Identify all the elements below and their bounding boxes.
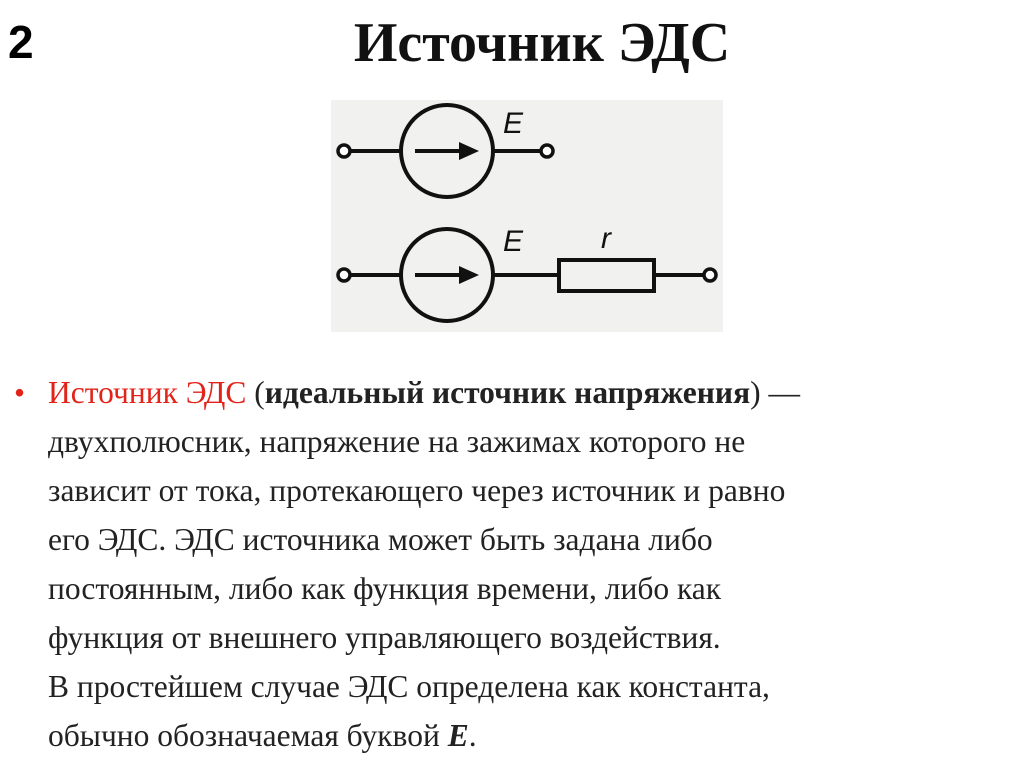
open-paren: ( xyxy=(246,375,265,410)
text-line-5: постоянным, либо как функция времени, либо как xyxy=(48,571,722,606)
bullet-content xyxy=(48,368,1002,760)
circuit-diagram-svg xyxy=(331,100,723,332)
arrow-head-top xyxy=(459,142,479,160)
line8-suffix: . xyxy=(468,718,477,753)
terminal-left-top xyxy=(338,145,350,157)
emf-symbol: E xyxy=(447,718,469,753)
terminal-left-bottom xyxy=(338,269,350,281)
terminal-right-bottom xyxy=(704,269,716,281)
terminal-right-top xyxy=(541,145,553,157)
text-line-1 xyxy=(48,368,1002,417)
bullet-marker: • xyxy=(14,375,26,410)
resistor xyxy=(559,260,654,291)
text-line-7: В простейшем случае ЭДС определена как константа, xyxy=(48,669,770,704)
term-highlight: Источник ЭДС xyxy=(48,375,247,410)
close-paren-dash: ) — xyxy=(750,375,800,410)
text-line-3: зависит от тока, протекающего через источник и равно xyxy=(48,473,786,508)
emf-label-bottom: E xyxy=(503,225,524,258)
definition-bold: идеальный источник напряжения xyxy=(264,375,751,410)
arrow-head-bottom xyxy=(459,266,479,284)
real-emf-source xyxy=(338,222,716,321)
bullet-item xyxy=(12,368,1002,760)
ideal-emf-source xyxy=(338,105,553,197)
slide-title: Источник ЭДС xyxy=(353,12,731,74)
text-line-4: его ЭДС. ЭДС источника может быть задана либо xyxy=(48,522,713,557)
text-line-2: двухполюсник, напряжение на зажимах которого не xyxy=(48,424,746,459)
slide-number: 2 xyxy=(8,16,34,68)
text-line-8 xyxy=(48,711,1002,760)
line8-prefix: обычно обозначаемая буквой xyxy=(48,718,448,753)
resistor-label: r xyxy=(601,222,611,255)
circuit-diagram xyxy=(331,100,723,332)
text-line-6: функция от внешнего управляющего воздействия. xyxy=(48,620,721,655)
definition-paragraph xyxy=(12,368,1002,760)
emf-label-top: E xyxy=(503,107,524,140)
